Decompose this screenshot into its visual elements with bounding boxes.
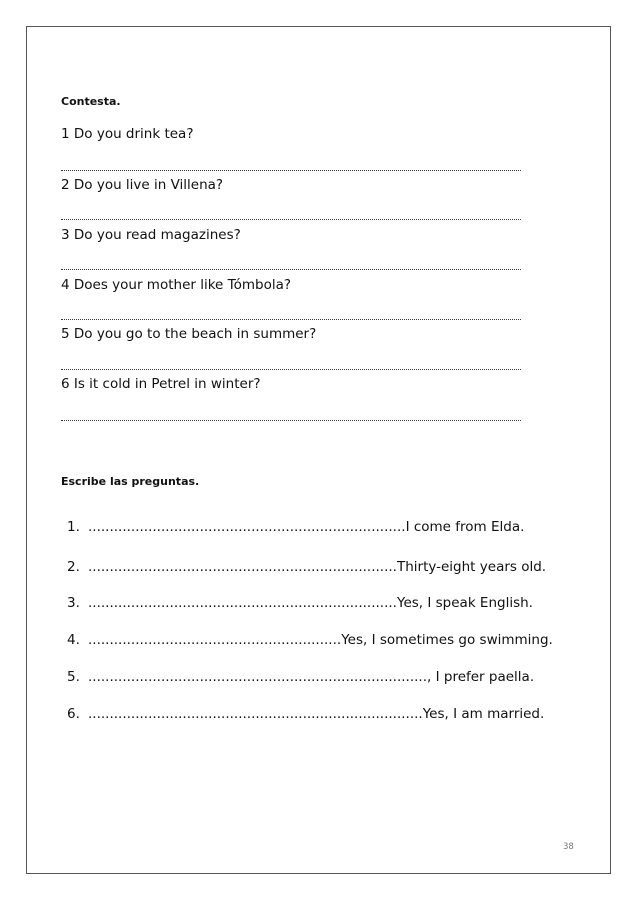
question-2: 2 Do you live in Villena?: [61, 177, 224, 193]
list-item: [67, 669, 534, 685]
item-dots: ..............................................................................: [88, 706, 423, 722]
item-dots: ..........................................................................: [88, 519, 406, 535]
item-answer: Thirty-eight years old.: [396, 559, 547, 575]
item-dots: ........................................................................: [88, 595, 397, 611]
answer-line-4: [61, 319, 521, 320]
item-number: 1.: [67, 519, 80, 535]
list-item: [67, 519, 524, 535]
item-answer: Yes, I sometimes go swimming.: [341, 632, 553, 648]
item-answer: Yes, I am married.: [422, 706, 545, 722]
item-number: 4.: [67, 632, 80, 648]
list-item: [67, 632, 553, 648]
answer-line-2: [61, 219, 521, 220]
answer-line-3: [61, 269, 521, 270]
question-5: 5 Do you go to the beach in summer?: [61, 326, 317, 342]
question-1: 1 Do you drink tea?: [61, 126, 194, 142]
item-dots: ...............................................................................: [88, 669, 428, 685]
list-item: [67, 595, 533, 611]
page-frame: [26, 26, 611, 874]
item-answer: , I prefer paella.: [427, 669, 535, 685]
item-answer: Yes, I speak English.: [396, 595, 533, 611]
item-answer: I come from Elda.: [405, 519, 525, 535]
answer-line-6: [61, 420, 521, 421]
item-dots: ...........................................................: [88, 632, 342, 648]
question-6: 6 Is it cold in Petrel in winter?: [61, 376, 261, 392]
list-item: [67, 559, 546, 575]
item-number: 6.: [67, 706, 80, 722]
section-heading-contesta: Contesta.: [61, 95, 121, 108]
item-number: 2.: [67, 559, 80, 575]
section-heading-escribe: Escribe las preguntas.: [61, 475, 200, 488]
list-item: [67, 706, 544, 722]
answer-line-1: [61, 170, 521, 171]
question-4: 4 Does your mother like Tómbola?: [61, 277, 292, 293]
page-number: 38: [563, 842, 574, 852]
item-number: 5.: [67, 669, 80, 685]
question-3: 3 Do you read magazines?: [61, 227, 241, 243]
answer-line-5: [61, 369, 521, 370]
item-dots: ........................................................................: [88, 559, 397, 575]
item-number: 3.: [67, 595, 80, 611]
